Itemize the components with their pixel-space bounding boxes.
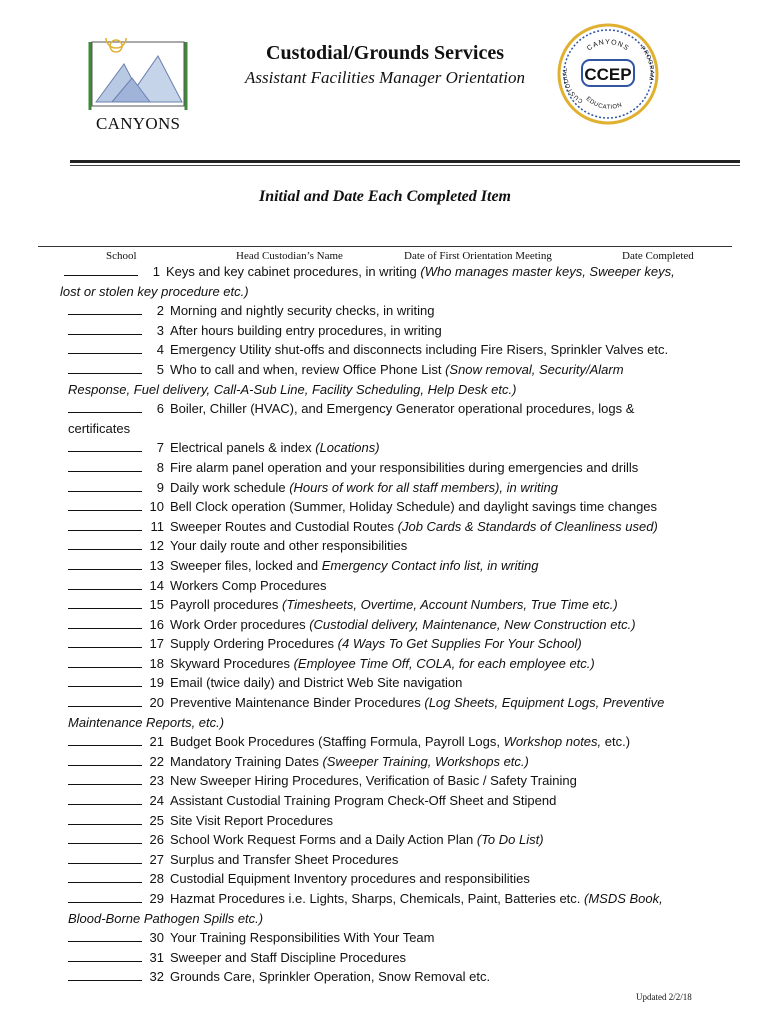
- seal-top-text: CANYONS: [586, 38, 631, 53]
- item-continuation: lost or stolen key procedure etc.): [60, 283, 249, 299]
- item-number: 13: [149, 557, 164, 573]
- checklist-item-row: [0, 458, 770, 478]
- checklist-item-row: [0, 948, 770, 968]
- checklist-item-row: [0, 595, 770, 615]
- signature-line: [38, 246, 732, 247]
- item-text: Bell Clock operation (Summer, Holiday Schedule) and daylight savings time changes: [170, 499, 658, 515]
- checklist-item: [0, 889, 770, 928]
- item-number: 2: [156, 303, 164, 319]
- item-italic-note: Emergency Contact info list, in writing: [321, 557, 539, 573]
- checklist-item: [0, 791, 770, 811]
- checklist-item: [0, 967, 770, 987]
- initial-date-blank[interactable]: [68, 479, 142, 492]
- item-text: Who to call and when, review Office Phone List: [170, 361, 446, 377]
- item-number: 22: [149, 753, 164, 769]
- initial-date-blank[interactable]: [68, 831, 142, 844]
- item-number: 32: [149, 969, 164, 985]
- item-text: Assistant Custodial Training Program Check-Off Sheet and Stipend: [170, 793, 557, 809]
- item-number: 8: [156, 459, 164, 475]
- item-italic-note: (To Do List): [476, 832, 544, 848]
- checklist-item-row: [0, 850, 770, 870]
- seal-center-text: CCEP: [584, 65, 632, 84]
- item-number: 6: [156, 401, 164, 417]
- initial-date-blank[interactable]: [68, 870, 142, 883]
- checklist-item-row: [0, 576, 770, 596]
- column-label-head-custodian: Head Custodian’s Name: [236, 250, 343, 262]
- checklist-item: [0, 458, 770, 478]
- initial-date-blank[interactable]: [68, 596, 142, 609]
- item-text: Budget Book Procedures (Staffing Formula, Payroll Logs,: [170, 734, 504, 750]
- item-text: After hours building entry procedures, in writing: [170, 322, 442, 338]
- item-number: 30: [149, 930, 164, 946]
- item-text: Supply Ordering Procedures: [170, 636, 338, 652]
- checklist-item-row: [0, 928, 770, 948]
- item-number: 7: [156, 440, 164, 456]
- item-text: Custodial Equipment Inventory procedures and responsibilities: [170, 871, 530, 887]
- item-text: Email (twice daily) and District Web Site navigation: [170, 675, 463, 691]
- item-text: Boiler, Chiller (HVAC), and Emergency Generator operational procedures, logs &: [170, 401, 635, 417]
- item-text: Workers Comp Procedures: [170, 577, 327, 593]
- item-text-tail: etc.): [601, 734, 631, 750]
- item-text: Electrical panels & index: [170, 440, 316, 456]
- item-text: Grounds Care, Sprinkler Operation, Snow Removal etc.: [170, 969, 491, 985]
- item-number: 9: [156, 479, 164, 495]
- checklist-item-row: [0, 752, 770, 772]
- item-text: Payroll procedures: [170, 597, 282, 613]
- checklist-item-row: [0, 360, 770, 380]
- logo-wordmark: CANYONS: [96, 114, 181, 133]
- section-heading: Initial and Date Each Completed Item: [258, 188, 511, 205]
- checklist-item-row: [0, 654, 770, 674]
- initial-date-blank[interactable]: [68, 772, 142, 785]
- checklist-item: [0, 830, 770, 850]
- item-number: 20: [149, 695, 164, 711]
- item-number: 1: [152, 264, 160, 279]
- item-continuation: Maintenance Reports, etc.): [68, 714, 225, 730]
- item-number: 5: [156, 361, 164, 377]
- checklist-item-row: [0, 321, 770, 341]
- checklist-item: [0, 556, 770, 576]
- item-continuation: certificates: [68, 420, 131, 436]
- item-text: School Work Request Forms and a Daily Action Plan: [170, 832, 477, 848]
- item-number: 12: [149, 538, 164, 554]
- initial-date-blank[interactable]: [68, 439, 142, 452]
- initial-date-blank[interactable]: [68, 518, 142, 531]
- initial-date-blank[interactable]: [68, 949, 142, 962]
- item-text: Sweeper Routes and Custodial Routes: [170, 518, 398, 534]
- checklist-item: [0, 497, 770, 517]
- item-italic-note: (Sweeper Training, Workshops etc.): [322, 753, 529, 769]
- checklist-item-row: [0, 771, 770, 791]
- item-number: 10: [149, 499, 164, 515]
- checklist-item: [0, 928, 770, 948]
- initial-date-blank[interactable]: [68, 812, 142, 825]
- checklist-item-row: [0, 262, 770, 282]
- checklist-item-row: [0, 693, 770, 713]
- item-text: Emergency Utility shut-offs and disconnects including Fire Risers, Sprinkler Valves etc.: [170, 342, 669, 358]
- item-number: 24: [149, 793, 164, 809]
- item-italic-note: (Who manages master keys, Sweeper keys,: [420, 264, 675, 279]
- initial-date-blank[interactable]: [68, 616, 142, 629]
- item-number: 15: [149, 597, 164, 613]
- item-italic-note: Workshop notes,: [503, 734, 602, 750]
- checklist-item: [0, 771, 770, 791]
- item-text: Preventive Maintenance Binder Procedures: [170, 695, 425, 711]
- item-text: Morning and nightly security checks, in writing: [170, 303, 435, 319]
- item-number: 28: [149, 871, 164, 887]
- document-title: Custodial/Grounds Services: [266, 42, 504, 64]
- initial-date-blank[interactable]: [68, 890, 142, 903]
- item-number: 4: [156, 342, 164, 358]
- checklist-item-row: [0, 497, 770, 517]
- item-continuation: Blood-Borne Pathogen Spills etc.): [68, 910, 264, 926]
- initial-date-blank[interactable]: [64, 263, 138, 276]
- checklist-item: [0, 478, 770, 498]
- item-text: Mandatory Training Dates: [170, 753, 323, 769]
- item-text: Site Visit Report Procedures: [170, 812, 334, 828]
- item-number: 11: [150, 518, 164, 534]
- initial-date-blank[interactable]: [68, 537, 142, 550]
- item-number: 25: [149, 812, 164, 828]
- checklist-item-row: [0, 830, 770, 850]
- initial-date-blank[interactable]: [68, 674, 142, 687]
- checklist-item: [0, 752, 770, 772]
- initial-date-blank[interactable]: [68, 694, 142, 707]
- initial-date-blank[interactable]: [68, 851, 142, 864]
- document-subtitle: Assistant Facilities Manager Orientation: [244, 68, 525, 87]
- initial-date-blank[interactable]: [68, 361, 142, 374]
- initial-date-blank[interactable]: [68, 929, 142, 942]
- item-italic-note: (Custodial delivery, Maintenance, New Construction etc.): [309, 616, 636, 632]
- checklist-item: [0, 360, 770, 399]
- item-text: Your daily route and other responsibilities: [170, 538, 408, 554]
- item-text: Work Order procedures: [170, 616, 310, 632]
- seal-left-text: CUSTODIAL: [562, 67, 585, 104]
- initial-date-blank[interactable]: [68, 792, 142, 805]
- checklist-item: [0, 399, 770, 438]
- checklist-item: [0, 595, 770, 615]
- checklist-item-row: [0, 536, 770, 556]
- checklist-item: [0, 732, 770, 752]
- initial-date-blank[interactable]: [68, 400, 142, 413]
- checklist: [0, 262, 770, 987]
- checklist-item: [0, 634, 770, 654]
- checklist-item: [0, 262, 770, 301]
- checklist-item-row: [0, 556, 770, 576]
- checklist-item-row: [0, 399, 770, 419]
- item-number: 14: [149, 577, 164, 593]
- checklist-item-row: [0, 791, 770, 811]
- checklist-item-row: [0, 301, 770, 321]
- item-continuation: Response, Fuel delivery, Call-A-Sub Line, Facility Scheduling, Help Desk etc.): [68, 381, 517, 397]
- column-label-school: School: [106, 250, 137, 262]
- initial-date-blank[interactable]: [68, 557, 142, 570]
- checklist-item-row: [0, 340, 770, 360]
- initial-date-blank[interactable]: [68, 498, 142, 511]
- item-number: 21: [149, 734, 164, 750]
- column-label-date-completed: Date Completed: [622, 250, 694, 262]
- initial-date-blank[interactable]: [68, 968, 142, 981]
- checklist-item-row: [0, 438, 770, 458]
- item-italic-note: (4 Ways To Get Supplies For Your School): [337, 636, 582, 652]
- item-text: New Sweeper Hiring Procedures, Verification of Basic / Safety Training: [170, 773, 577, 789]
- item-text: Skyward Procedures: [170, 655, 294, 671]
- item-number: 26: [149, 832, 164, 848]
- initial-date-blank[interactable]: [68, 459, 142, 472]
- checklist-item: [0, 438, 770, 458]
- checklist-item: [0, 850, 770, 870]
- checklist-item: [0, 340, 770, 360]
- checklist-item-row: [0, 673, 770, 693]
- item-italic-note: (Hours of work for all staff members), in writing: [289, 479, 558, 495]
- item-italic-note: (Locations): [315, 440, 380, 456]
- checklist-item: [0, 673, 770, 693]
- initial-date-blank[interactable]: [68, 733, 142, 746]
- item-number: 27: [149, 851, 164, 867]
- initial-date-blank[interactable]: [68, 302, 142, 315]
- initial-date-blank[interactable]: [68, 655, 142, 668]
- seal-right-text: PROGRAM: [638, 45, 655, 81]
- item-text: Daily work schedule: [170, 479, 290, 495]
- checklist-item: [0, 615, 770, 635]
- checklist-item-row: [0, 869, 770, 889]
- item-number: 29: [149, 891, 164, 906]
- item-number: 3: [156, 322, 164, 338]
- checklist-item: [0, 654, 770, 674]
- initial-date-blank[interactable]: [68, 341, 142, 354]
- item-text: Sweeper and Staff Discipline Procedures: [170, 949, 407, 965]
- item-number: 19: [149, 675, 164, 691]
- checklist-item: [0, 948, 770, 968]
- checklist-item-row: [0, 517, 770, 537]
- item-italic-note: (Employee Time Off, COLA, for each employee etc.): [293, 655, 595, 671]
- column-label-first-meeting-date: Date of First Orientation Meeting: [404, 250, 552, 262]
- initial-date-blank[interactable]: [68, 635, 142, 648]
- item-italic-note: (Log Sheets, Equipment Logs, Preventive: [424, 695, 665, 711]
- item-number: 17: [149, 636, 164, 652]
- item-number: 18: [149, 655, 164, 671]
- item-italic-note: (Snow removal, Security/Alarm: [445, 361, 624, 377]
- checklist-item-row: [0, 478, 770, 498]
- checklist-item: [0, 536, 770, 556]
- checklist-item-row: [0, 732, 770, 752]
- item-text: Sweeper files, locked and: [170, 557, 322, 573]
- header-divider-thin: [70, 165, 740, 166]
- item-italic-note: (Timesheets, Overtime, Account Numbers, True Time etc.): [282, 597, 618, 613]
- item-text: Keys and key cabinet procedures, in writing: [166, 264, 421, 279]
- checklist-item-row: [0, 967, 770, 987]
- item-italic-note: (MSDS Book,: [584, 891, 663, 906]
- item-text: Fire alarm panel operation and your responsibilities during emergencies and drills: [170, 459, 639, 475]
- updated-date: Updated 2/2/18: [636, 992, 692, 1002]
- seal-bottom-text: EDUCATION: [584, 96, 624, 111]
- item-number: 16: [149, 616, 164, 632]
- checklist-item: [0, 301, 770, 321]
- checklist-item: [0, 321, 770, 341]
- checklist-item: [0, 869, 770, 889]
- checklist-item-row: [0, 889, 770, 909]
- checklist-item-row: [0, 811, 770, 831]
- item-italic-note: (Job Cards & Standards of Cleanliness used): [397, 518, 658, 534]
- checklist-item: [0, 693, 770, 732]
- checklist-item: [0, 811, 770, 831]
- checklist-item: [0, 576, 770, 596]
- header-divider-thick: [70, 160, 740, 163]
- initial-date-blank[interactable]: [68, 753, 142, 766]
- initial-date-blank[interactable]: [68, 577, 142, 590]
- item-text: Surplus and Transfer Sheet Procedures: [170, 851, 399, 867]
- initial-date-blank[interactable]: [68, 322, 142, 335]
- item-number: 31: [149, 949, 164, 965]
- checklist-item: [0, 517, 770, 537]
- checklist-item-row: [0, 634, 770, 654]
- item-text: Your Training Responsibilities With Your Team: [170, 930, 435, 946]
- item-text: Hazmat Procedures i.e. Lights, Sharps, Chemicals, Paint, Batteries etc.: [170, 891, 585, 906]
- ccep-seal: [556, 22, 660, 126]
- item-number: 23: [149, 773, 164, 789]
- checklist-item-row: [0, 615, 770, 635]
